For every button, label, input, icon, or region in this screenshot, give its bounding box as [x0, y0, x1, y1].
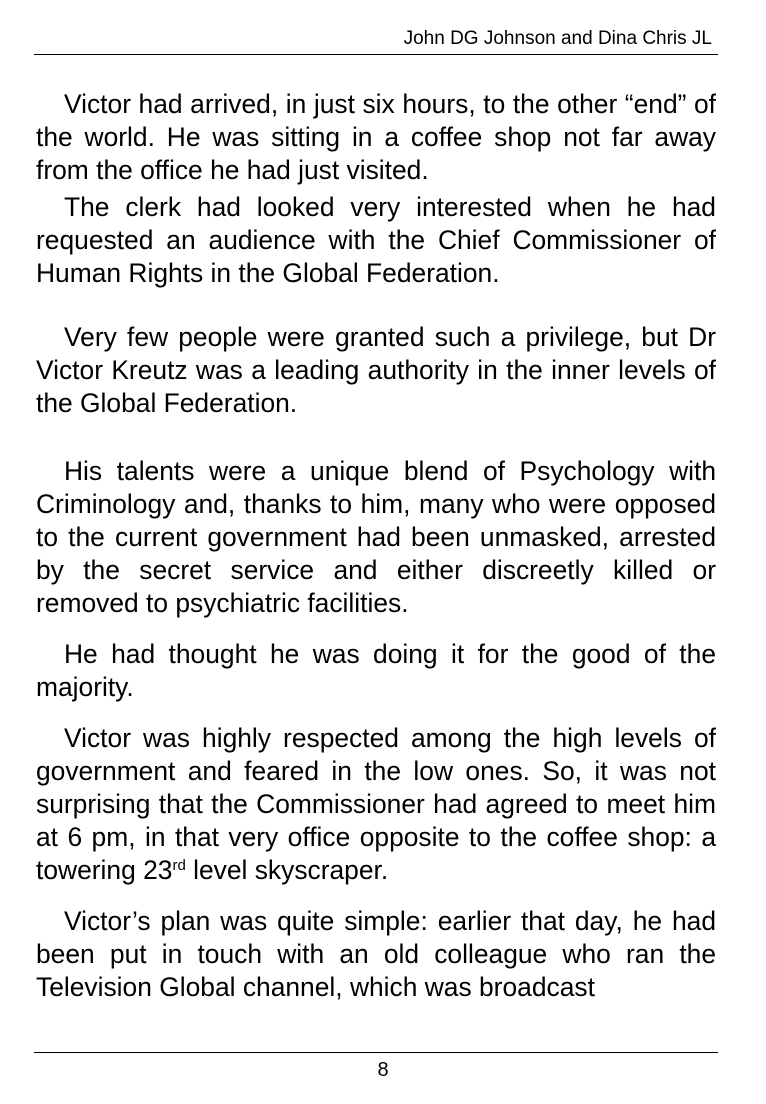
paragraph-respected [36, 722, 716, 887]
running-head-text: John DG Johnson and Dina Chris JL [403, 28, 712, 49]
paragraph-privilege: Very few people were granted such a privilege, but Dr Victor Kreutz was a leading authority in the inner levels of the Global Federation. [36, 322, 716, 418]
page-number: 8 [377, 1059, 389, 1081]
paragraph-majority: He had thought he was doing it for the good of the majority. [36, 639, 716, 702]
ordinal-superscript: rd [172, 857, 186, 874]
paragraph-arrival: Victor had arrived, in just six hours, to the other “end” of the world. He was sitting in a coffee shop not far away from the office he had just visited. [36, 89, 716, 185]
paragraph-plan: Victor’s plan was quite simple: earlier that day, he had been put in touch with an old colleague who ran the Television Global channel, which was broadcast [36, 906, 716, 1002]
paragraph-talents: His talents were a unique blend of Psychology with Criminology and, thanks to him, many who were opposed to the current government had been unmasked, arrested by the secret service and either discreetly killed or removed to psychiatric facilities. [36, 456, 716, 618]
paragraph-respected-text: Victor was highly respected among the high levels of government and feared in the low ones. So, it was not surprising that the Commissioner had agreed to meet him at 6 pm, in that very office opposite to the coffee shop: a towering 23 [36, 723, 716, 885]
footer-divider [34, 1052, 718, 1053]
page-body [36, 88, 716, 1004]
running-header [34, 28, 718, 55]
paragraph-clerk: The clerk had looked very interested when he had requested an audience with the Chief Commissioner of Human Rights in the Global Federation. [36, 192, 716, 288]
paragraph-respected-tail: level skyscraper. [185, 855, 389, 885]
